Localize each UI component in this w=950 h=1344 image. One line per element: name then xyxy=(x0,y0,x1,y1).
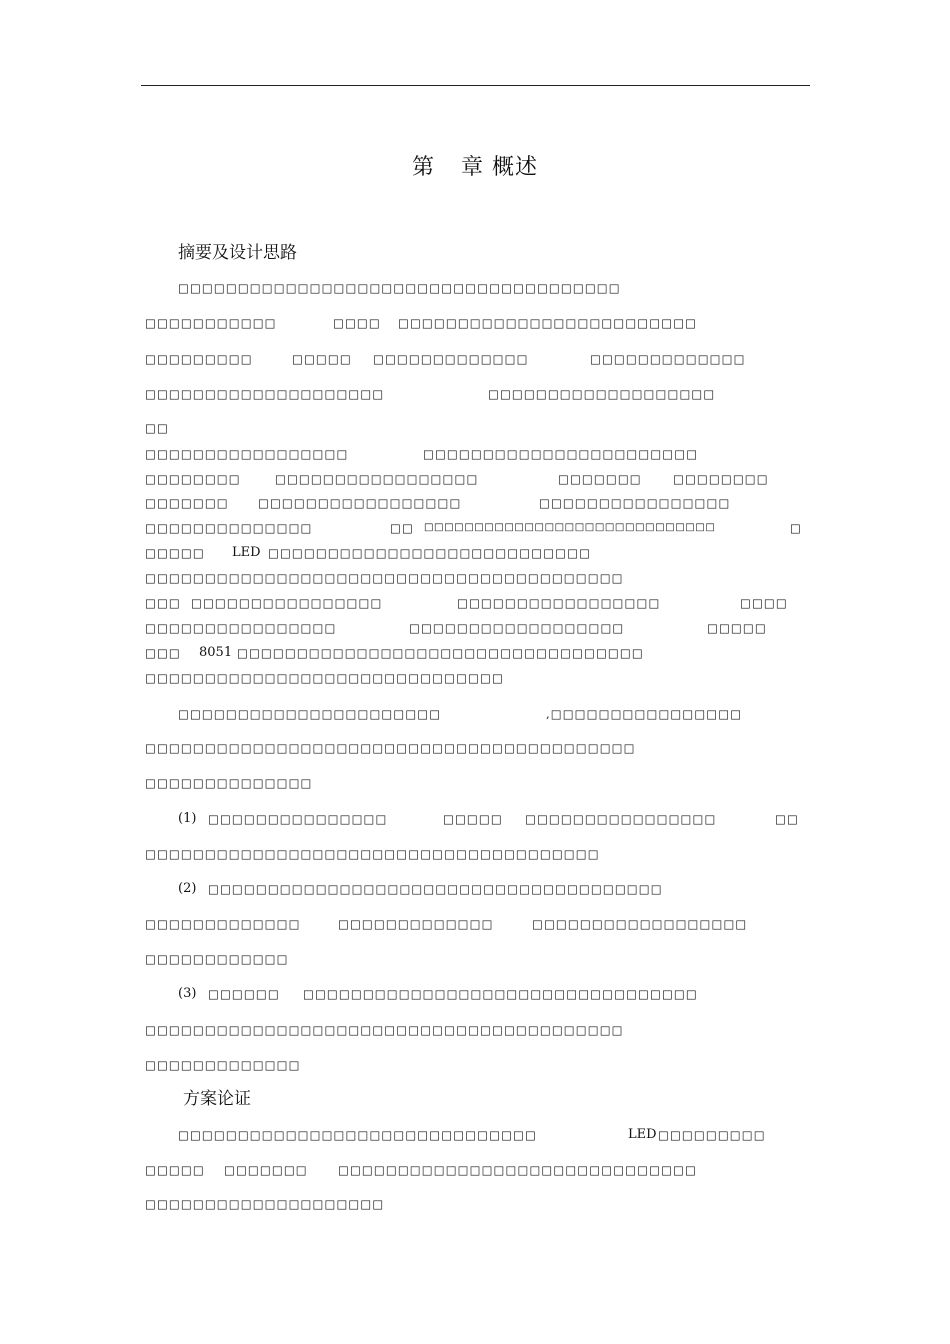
text-segment: □□□□□□□□□□□□□□□□□□□□ xyxy=(145,1197,385,1211)
text-segment: LED xyxy=(628,1127,657,1142)
text-segment: □□□□□□□□ xyxy=(673,472,769,486)
text-segment: □□□□□□□□□□□□□□□□□□□□□□□□□□□□□□□□□□□□□□ xyxy=(145,847,600,861)
text-segment: □□□□□□□□□□□□□□□□□ xyxy=(145,447,349,461)
text-segment: □□□□□ xyxy=(145,546,205,560)
text-line xyxy=(0,1057,950,1073)
text-segment: □□ xyxy=(390,521,414,535)
text-segment: □□ xyxy=(775,812,799,826)
text-segment: □□□□□ xyxy=(145,1163,205,1177)
text-line xyxy=(0,1022,950,1038)
text-segment: □□□□□□□□□□□□□ xyxy=(145,1058,301,1072)
text-line xyxy=(0,520,950,536)
text-line xyxy=(0,620,950,636)
text-line xyxy=(0,951,950,967)
section-heading-summary: 摘要及设计思路 xyxy=(178,243,297,263)
text-segment: □□□□□□□□□□□□□□□□□□□□□□□□□□□□□□□□□□ xyxy=(237,646,644,660)
text-segment: (3) xyxy=(178,986,197,1001)
text-segment: 8051 xyxy=(199,645,233,660)
text-segment: □□□□□□□□□□□□□□ xyxy=(145,776,313,790)
text-segment: □□□□□□□□□□□□□□□□□□□□□□□□□□□□□□□□□□□□□□□□ xyxy=(145,1023,624,1037)
text-line xyxy=(0,545,950,561)
text-segment: □□□□□□□□□□□□□□□□□□□□□□□□□□□□□□□□□□□□□□ xyxy=(208,882,663,896)
chapter-title-part2: 章 xyxy=(460,155,484,180)
text-segment: (1) xyxy=(178,811,197,826)
text-line xyxy=(0,386,950,402)
text-line xyxy=(0,881,950,897)
text-segment: □□□□□□□□□□□□□□□□□□ xyxy=(409,621,625,635)
text-segment: □□□□□□□ xyxy=(558,472,642,486)
text-line xyxy=(0,420,950,436)
text-line xyxy=(0,280,950,296)
header-rule xyxy=(141,85,810,86)
text-segment: □□ xyxy=(145,421,169,435)
text-segment: □ xyxy=(790,521,802,535)
text-line xyxy=(0,846,950,862)
text-line xyxy=(0,1162,950,1178)
text-segment: □□□□□□□□□□□□□□□□ xyxy=(191,596,383,610)
text-line xyxy=(0,1127,950,1143)
text-segment: □□□□□ xyxy=(707,621,767,635)
text-segment: □□□□□□□□□□□□□□□□ xyxy=(539,496,731,510)
text-segment: □□□□□□□□ xyxy=(145,472,241,486)
text-line xyxy=(0,811,950,827)
text-segment: □□□□□□□□□□□□□□□□□□□□□□ xyxy=(178,707,442,721)
text-segment: □□□□□□□□□□□□□□□□ xyxy=(145,621,337,635)
text-segment: □□□□□□□□□□□□□□ xyxy=(145,521,313,535)
text-segment: □□□□□□□□□□□□□□□□□□□□□□□□□□□□□□□□□□□□□ xyxy=(178,281,621,295)
text-line xyxy=(0,315,950,331)
text-line xyxy=(0,471,950,487)
text-segment: □□□□□□□□□□□□□□□□□□□ xyxy=(488,387,716,401)
text-segment: □□□□□□□□□□□□□□□□□ xyxy=(457,596,661,610)
text-segment: □□□□□ xyxy=(292,352,352,366)
chapter-title-part1: 第 xyxy=(411,155,435,180)
text-line xyxy=(0,916,950,932)
text-segment: □□□□□□□□□ xyxy=(145,352,253,366)
text-segment: □□□□□□ xyxy=(208,987,280,1001)
text-segment: □□□□□□□□□□□□□□□□□□□□□□□□□□□□□□ xyxy=(145,671,504,685)
text-segment: □□□□□□□□□□□□□□□□□□□□□□□□□□□ xyxy=(268,546,592,560)
text-line xyxy=(0,645,950,661)
text-line xyxy=(0,446,950,462)
text-line xyxy=(0,495,950,511)
text-segment: □□□□□□□□□□□ xyxy=(145,316,277,330)
text-segment: □□□□□□□□□□□□□□□□□□□□□□□□□□□□□□ xyxy=(338,1163,697,1177)
text-segment: □□□□□□□□□□□□□ xyxy=(338,917,494,931)
text-line xyxy=(0,1196,950,1212)
text-segment: □□□□□□□□□□□□□□□□□□□□□□□□□□□□□□ xyxy=(178,1128,537,1142)
text-segment: □□□□□□□□□□□□□□□□□□□□ xyxy=(145,387,385,401)
text-segment: □□□□□□□□□□□□□□□□□□□□□□□□□□□□□ xyxy=(424,522,716,533)
text-segment: □□□□□□□□□□□□□□□□□ xyxy=(275,472,479,486)
text-segment: ,□□□□□□□□□□□□□□□□ xyxy=(546,707,743,721)
text-segment: (2) xyxy=(178,881,197,896)
text-line xyxy=(0,570,950,586)
text-segment: □□□□□□□□□□□□□□□□□ xyxy=(258,496,462,510)
text-segment: □□□ xyxy=(145,596,181,610)
text-segment: □□□□□□□□□□□□□ xyxy=(145,917,301,931)
text-line xyxy=(0,670,950,686)
text-line xyxy=(0,986,950,1002)
text-segment: □□□□□□□ xyxy=(145,496,229,510)
text-segment: □□□□□□□□□□□□□□□□□□□□□□□ xyxy=(423,447,699,461)
text-segment: □□□□□□□□□□□□□ xyxy=(590,352,746,366)
chapter-title-part3: 概述 xyxy=(492,155,539,180)
text-segment: □□□□ xyxy=(333,316,381,330)
text-segment: □□□□□□□□□□□□□□□□ xyxy=(525,812,717,826)
text-line xyxy=(0,775,950,791)
text-segment: □□□□□□□ xyxy=(224,1163,308,1177)
text-segment: □□□□□□□□□□□□ xyxy=(145,952,289,966)
text-segment: □□□□□□□□□□□□□□□□□□□□□□□□□□□□□□□□□□□□□□□□□ xyxy=(145,741,636,755)
text-segment: □□□□□□□□□ xyxy=(658,1128,766,1142)
text-segment: □□□□□□□□□□□□□□□□□□□□□□□□□□□□□□□□□ xyxy=(303,987,698,1001)
text-segment: □□□□□□□□□□□□□□□□□□□□□□□□□□□□□□□□□□□□□□□□ xyxy=(145,571,624,585)
text-line xyxy=(0,351,950,367)
text-segment: □□□□□□□□□□□□□ xyxy=(373,352,529,366)
text-line xyxy=(0,706,950,722)
text-line xyxy=(0,740,950,756)
text-segment: □□□ xyxy=(145,646,181,660)
chapter-title xyxy=(0,150,950,181)
text-segment: □□□□ xyxy=(740,596,788,610)
section-heading-scheme: 方案论证 xyxy=(183,1089,251,1109)
text-segment: □□□□□□□□□□□□□□□□□□ xyxy=(532,917,748,931)
text-segment: □□□□□ xyxy=(443,812,503,826)
text-segment: □□□□□□□□□□□□□□□ xyxy=(208,812,388,826)
text-line xyxy=(0,595,950,611)
text-segment: LED xyxy=(232,545,261,560)
text-segment: □□□□□□□□□□□□□□□□□□□□□□□□□ xyxy=(398,316,698,330)
